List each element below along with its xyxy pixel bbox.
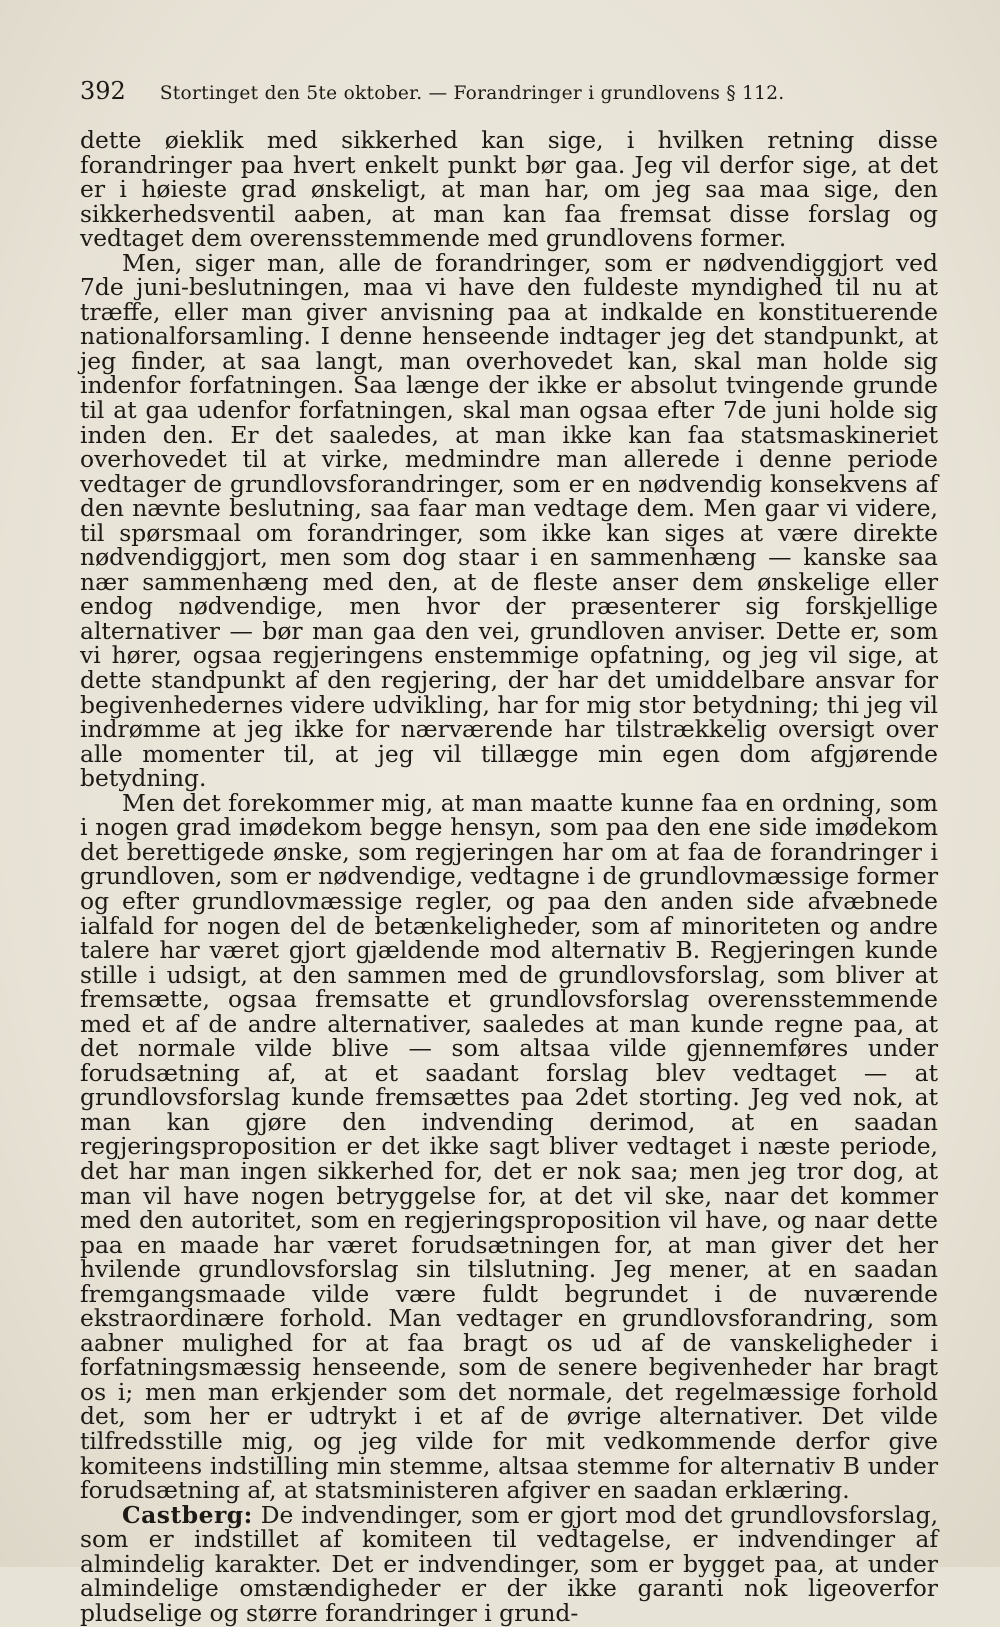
- paragraph-2-text: Men, siger man, alle de forandringer, som er nødvendiggjort ved 7de juni-beslutningen, maa vi have den fuldeste myndighed til nu at træffe, eller man giver anvisning paa at indkalde en konstituerende nationalforsamling. I denne henseende indtager jeg det standpunkt, at jeg finder, at saa langt, man overhovedet kan, skal man holde sig indenfor forfatningen. Saa længe der ikke er absolut tvingende grunde til at gaa udenfor forfatningen, skal man ogsaa efter 7de juni holde sig inden den. Er det saaledes, at man ikke kan faa statsmaskineriet overhovedet til at virke, medmindre man allerede i denne periode vedtager de grundlovsforandringer, som er en nødvendig konsekvens af den nævnte beslutning, saa faar man vedtage dem. Men gaar vi videre, til spørsmaal om forandringer, som ikke kan siges at være direkte nødvendiggjort, men som dog staar i en sammenhæng — kanske saa nær sammenhæng med den, at de fleste anser dem ønskelige eller endog nødvendige, men hvor der præsenterer sig forskjellige alternativer — bør man gaa den vei, grundloven anviser. Dette er, som vi hører, ogsaa regjeringens enstemmige opfatning, og jeg vil sige, at dette standpunkt af den regjering, der har det umiddelbare ansvar for begivenhedernes videre udvikling, har for mig stor betydning; thi jeg vil indrømme at jeg ikke for nærværende har tilstrækkelig oversigt over alle momenter til, at jeg vil tillægge min egen dom afgjørende betydning.: [80, 248, 938, 793]
- paragraph-3-text: Men det forekommer mig, at man maatte kunne faa en ordning, som i nogen grad imødekom begge hensyn, som paa den ene side imødekom det berettigede ønske, som regjeringen har om at faa de forandringer i grundloven, som er nødvendige, vedtagne i de grundlovmæssige former og efter grundlovmæssige regler, og paa den anden side afvæbnede ialfald for nogen del de betænkeligheder, som af minoriteten og andre talere har været gjort gjældende mod alternativ B. Regjeringen kunde stille i udsigt, at den sammen med de grundlovsforslag, som bliver at fremsætte, ogsaa fremsatte et grundlovsforslag overensstemmende med et af de andre alternativer, saaledes at man kunde regne paa, at det normale vilde blive — som altsaa vilde gjennemføres under forudsætning af, at et saadant forslag blev vedtaget — at grundlovsforslag kunde fremsættes paa 2det storting. Jeg ved nok, at man kan gjøre den indvending derimod, at en saadan regjeringsproposition er det ikke sagt bliver vedtaget i næste periode, det har man ingen sikkerhed for, det er nok saa; men jeg tror dog, at man vil have nogen betryggelse for, at det vil ske, naar det kommer med den autoritet, som en regjeringsproposition vil have, og naar dette paa en maade har været forudsætningen for, at man giver det her hvilende grundlovsforslag sin tilslutning. Jeg mener, at en saadan fremgangsmaade vilde være fuldt begrundet i de nuværende ekstraordinære forhold. Man vedtager en grundlovsforandring, som aabner mulighed for at faa bragt os ud af de vanskeligheder i forfatningsmæssig henseende, som de senere begivenheder har bragt os i; men man erkjender som det normale, det regelmæssige forhold det, som her er udtrykt i et af de øvrige alternativer. Det vilde tilfredsstille mig, og jeg vilde for mit vedkommende derfor give komiteens indstilling min stemme, altsaa stemme for alternativ B under forudsætning af, at statsministeren afgiver en saadan erklæring.: [80, 788, 938, 1505]
- paragraph-1-text: dette øieklik med sikkerhed kan sige, i hvilken retning disse forandringer paa hvert enkelt punkt bør gaa. Jeg vil derfor sige, at det er i høieste grad ønskeligt, at man har, om jeg saa maa sige, den sikkerhedsventil aaben, at man kan faa fremsat disse forslag og vedtaget dem overensstemmende med grundlovens former.: [80, 126, 938, 253]
- paragraph-3: [80, 788, 938, 1505]
- paragraph-1: [80, 128, 938, 251]
- page-header: [80, 76, 940, 106]
- running-head: Stortinget den 5te oktober. — Forandringer i grundlovens § 112.: [159, 83, 785, 104]
- paragraph-4: [80, 1500, 939, 1627]
- paragraph-4-text: De indvendinger, som er gjort mod det grundlovsforslag, som er indstillet af komiteen til vedtagelse, er indvendinger af almindelig karakter. Det er indvendinger, som er bygget paa, at under almindelige omstændigheder er der ikke garanti nok ligeoverfor pludselige og større forandringer i grund-: [80, 1500, 939, 1627]
- body-text: [80, 128, 938, 1625]
- paragraph-2: [80, 248, 938, 793]
- speaker-name: Castberg:: [122, 1500, 253, 1529]
- page-number: 392: [80, 77, 126, 105]
